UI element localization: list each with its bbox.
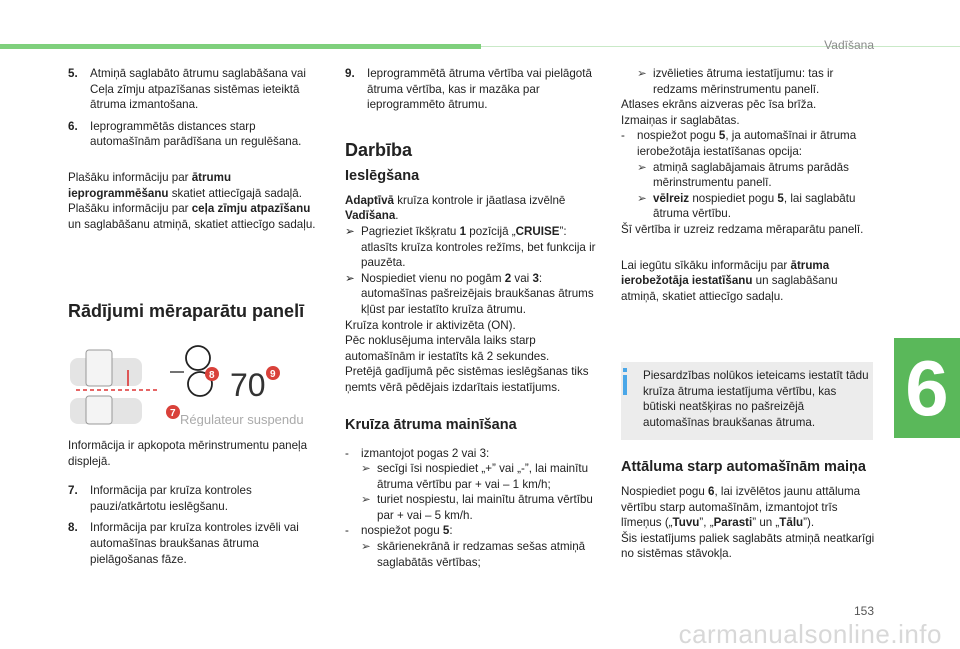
status-message: Régulateur suspendu <box>180 412 304 426</box>
item-text: Nospiediet vienu no pogām 2 vai 3: automašīnas pašreizējais braukšanas ātrums kļūst par iestatīto kruīza ātrumu. <box>361 271 594 316</box>
item-text: Pagrieziet īkšķratu 1 pozīcijā „CRUISE”: atlasīts kruīza kontroles režīms, bet funkcija ir pauzēta. <box>361 224 596 270</box>
section-heading: Darbība <box>345 139 413 160</box>
item-number: 9. <box>345 67 355 80</box>
section-title: Vadīšana <box>824 38 874 52</box>
item-text: turiet nospiestu, lai mainītu ātruma vērtību par + vai – 5 km/h. <box>377 493 593 522</box>
speedometer-icon <box>186 346 210 370</box>
chapter-tab: 6 <box>894 338 960 438</box>
item-number: 5. <box>68 67 78 80</box>
paragraph: Kruīza kontrole ir aktivizēta (ON). <box>345 318 516 332</box>
item-text: izmantojot pogas 2 vai 3: <box>361 446 490 460</box>
arrow-bullet-icon: ➢ <box>345 271 355 285</box>
info-icon <box>621 368 631 434</box>
watermark: carmanualsonline.info <box>678 619 942 649</box>
header-rule <box>481 46 960 47</box>
badge-9-label: 9 <box>270 369 276 380</box>
text-bold: ceļa zīmju atpazīšanu <box>191 202 311 216</box>
paragraph: Informācija ir apkopota mērinstrumentu paneļa displejā. <box>68 439 308 468</box>
arrow-bullet-icon: ➢ <box>637 67 647 80</box>
paragraph: Atlases ekrāns aizveras pēc īsa brīža. <box>621 98 817 112</box>
subsection-heading: Ieslēgšana <box>345 167 420 184</box>
list-item <box>68 66 324 113</box>
paragraph: Nospiediet pogu 6, lai izvēlētos jaunu attāluma vērtību starp automašīnām, izmantojot trīs līmeņus („Tuvu”, „Parasti” un „Tālu”). <box>621 485 861 530</box>
item-text: Ieprogrammētās distances starp automašīnām parādīšana un regulēšana. <box>90 119 302 149</box>
paragraph: Izmaiņas ir saglabātas. <box>621 113 740 127</box>
paragraph <box>345 193 601 224</box>
text: kruīza kontrole ir jāatlasa izvēlnē <box>393 193 566 207</box>
text: Plašāku informāciju par <box>68 202 192 216</box>
paragraph <box>68 170 324 201</box>
paragraph: Pēc noklusējuma intervāla laiks starp automašīnām ir iestatīts kā 2 sekundes. <box>345 334 550 363</box>
page-number: 153 <box>853 604 874 618</box>
instrument-cluster-illustration <box>70 340 325 426</box>
arrow-bullet-icon: ➢ <box>345 224 355 238</box>
item-text: Informācija par kruīza kontroles izvēli vai automašīnas braukšanas ātruma pielāgošanas fāze. <box>90 521 299 566</box>
text: Plašāku informāciju par <box>68 170 192 184</box>
item-text: atmiņā saglabājamais ātrums parādās mērinstrumentu panelī. <box>653 160 849 190</box>
text-bold: ātrumu ieprogrammēšanu <box>68 170 232 200</box>
item-text: vēlreiz nospiediet pogu 5, lai saglabātu ātruma vērtību. <box>653 191 856 221</box>
item-text: nospiežot pogu 5, ja automašīnai ir ātruma ierobežotāja iestatīšanas opcija: <box>637 129 857 158</box>
item-text: Atmiņā saglabāto ātrumu saglabāšana vai Ceļa zīmju atpazīšanas sistēmas ieteiktā ātruma izmantošana. <box>90 67 306 112</box>
arrow-bullet-icon: ➢ <box>637 160 647 174</box>
arrow-bullet-icon: ➢ <box>361 493 371 507</box>
badge-8-label: 8 <box>209 370 215 381</box>
subsection-heading: Attāluma starp automašīnām maiņa <box>621 459 866 475</box>
subsection-heading: Kruīza ātruma mainīšana <box>345 416 517 433</box>
bullet-item <box>345 224 601 271</box>
bullet-item <box>621 160 877 191</box>
bullet-item <box>345 492 601 523</box>
text-bold: Vadīšana <box>345 209 396 223</box>
note-text: Piesardzības nolūkos ieteicams iestatīt tādu kruīza ātruma iestatījuma vērtību, kas būtiski neatšķiras no pašreizējā automašīnas braukšanas ātruma. <box>643 369 869 429</box>
column-3-lower <box>621 458 877 562</box>
paragraph <box>68 201 324 232</box>
badge-7-label: 7 <box>170 408 176 419</box>
item-text: Ieprogrammētā ātruma vērtība vai pielāgotā ātruma vērtība, kas ir mazāka par ieprogrammēto ātrumu. <box>367 67 592 112</box>
item-text: nospiežot pogu 5: <box>361 524 453 538</box>
column-3 <box>621 66 877 310</box>
list-item <box>68 483 324 514</box>
paragraph: Šī vērtība ir uzreiz redzama mēraparātu panelī. <box>621 222 864 236</box>
section-heading: Rādījumi mēraparātu panelī <box>68 301 305 322</box>
bullet-item <box>345 271 601 318</box>
bullet-item <box>621 66 877 97</box>
text-bold: Adaptīvā <box>345 193 394 207</box>
column-1 <box>68 66 324 322</box>
bullet-item <box>621 191 877 222</box>
text: skatiet attiecīgajā sadaļā. <box>168 186 302 200</box>
bullet-item <box>345 461 601 492</box>
arrow-bullet-icon: ➢ <box>361 540 371 554</box>
car-icon-bottom <box>86 396 112 424</box>
item-text: Informācija par kruīza kontroles pauzi/atkārtotu ieslēgšanu. <box>90 484 252 513</box>
header-accent-bar <box>0 44 481 49</box>
list-item <box>345 66 601 113</box>
text: un saglabāšanu atmiņā, skatiet attiecīgo sadaļu. <box>68 217 316 231</box>
paragraph: Šis iestatījums paliek saglabāts atmiņā neatkarīgi no sistēmas stāvokļa. <box>621 531 875 561</box>
item-text: secīgi īsi nospiediet „+” vai „-”, lai mainītu ātruma vērtību par + vai – 1 km/h; <box>377 462 589 491</box>
car-icon-top <box>86 350 112 386</box>
item-number: 6. <box>68 119 78 133</box>
column-1-lower <box>68 438 324 573</box>
item-text: skārienekrānā ir redzamas sešas atmiņā saglabātās vērtības; <box>377 540 586 569</box>
item-number: 7. <box>68 484 78 498</box>
arrow-bullet-icon: ➢ <box>637 191 647 205</box>
paragraph: Pretējā gadījumā pēc sistēmas ieslēgšanas tiks ņemts vērā pēdējais izdarītais iestatījums. <box>345 365 589 394</box>
paragraph: Lai iegūtu sīkāku informāciju par ātruma ierobežotāja iestatīšanu un saglabāšanu atmiņā, skatiet attiecīgo sadaļu. <box>621 258 838 303</box>
bullet-item <box>345 539 601 570</box>
note-box <box>621 362 873 440</box>
item-text: izvēlieties ātruma iestatījumu: tas ir redzams mērinstrumentu panelī. <box>653 67 834 96</box>
set-speed-value: 70 <box>230 367 266 403</box>
dash-item: - izmantojot pogas 2 vai 3: <box>345 446 490 460</box>
column-2 <box>345 66 601 570</box>
list-item <box>68 119 324 150</box>
text: . <box>395 209 399 223</box>
dash-item: - nospiežot pogu 5, ja automašīnai ir ātruma ierobežotāja iestatīšanas opcija: <box>621 128 877 159</box>
cluster-drawing <box>70 340 325 426</box>
arrow-bullet-icon: ➢ <box>361 462 371 476</box>
list-item <box>68 520 324 567</box>
dash-item: - nospiežot pogu 5: <box>345 524 453 538</box>
item-number: 8. <box>68 521 78 535</box>
